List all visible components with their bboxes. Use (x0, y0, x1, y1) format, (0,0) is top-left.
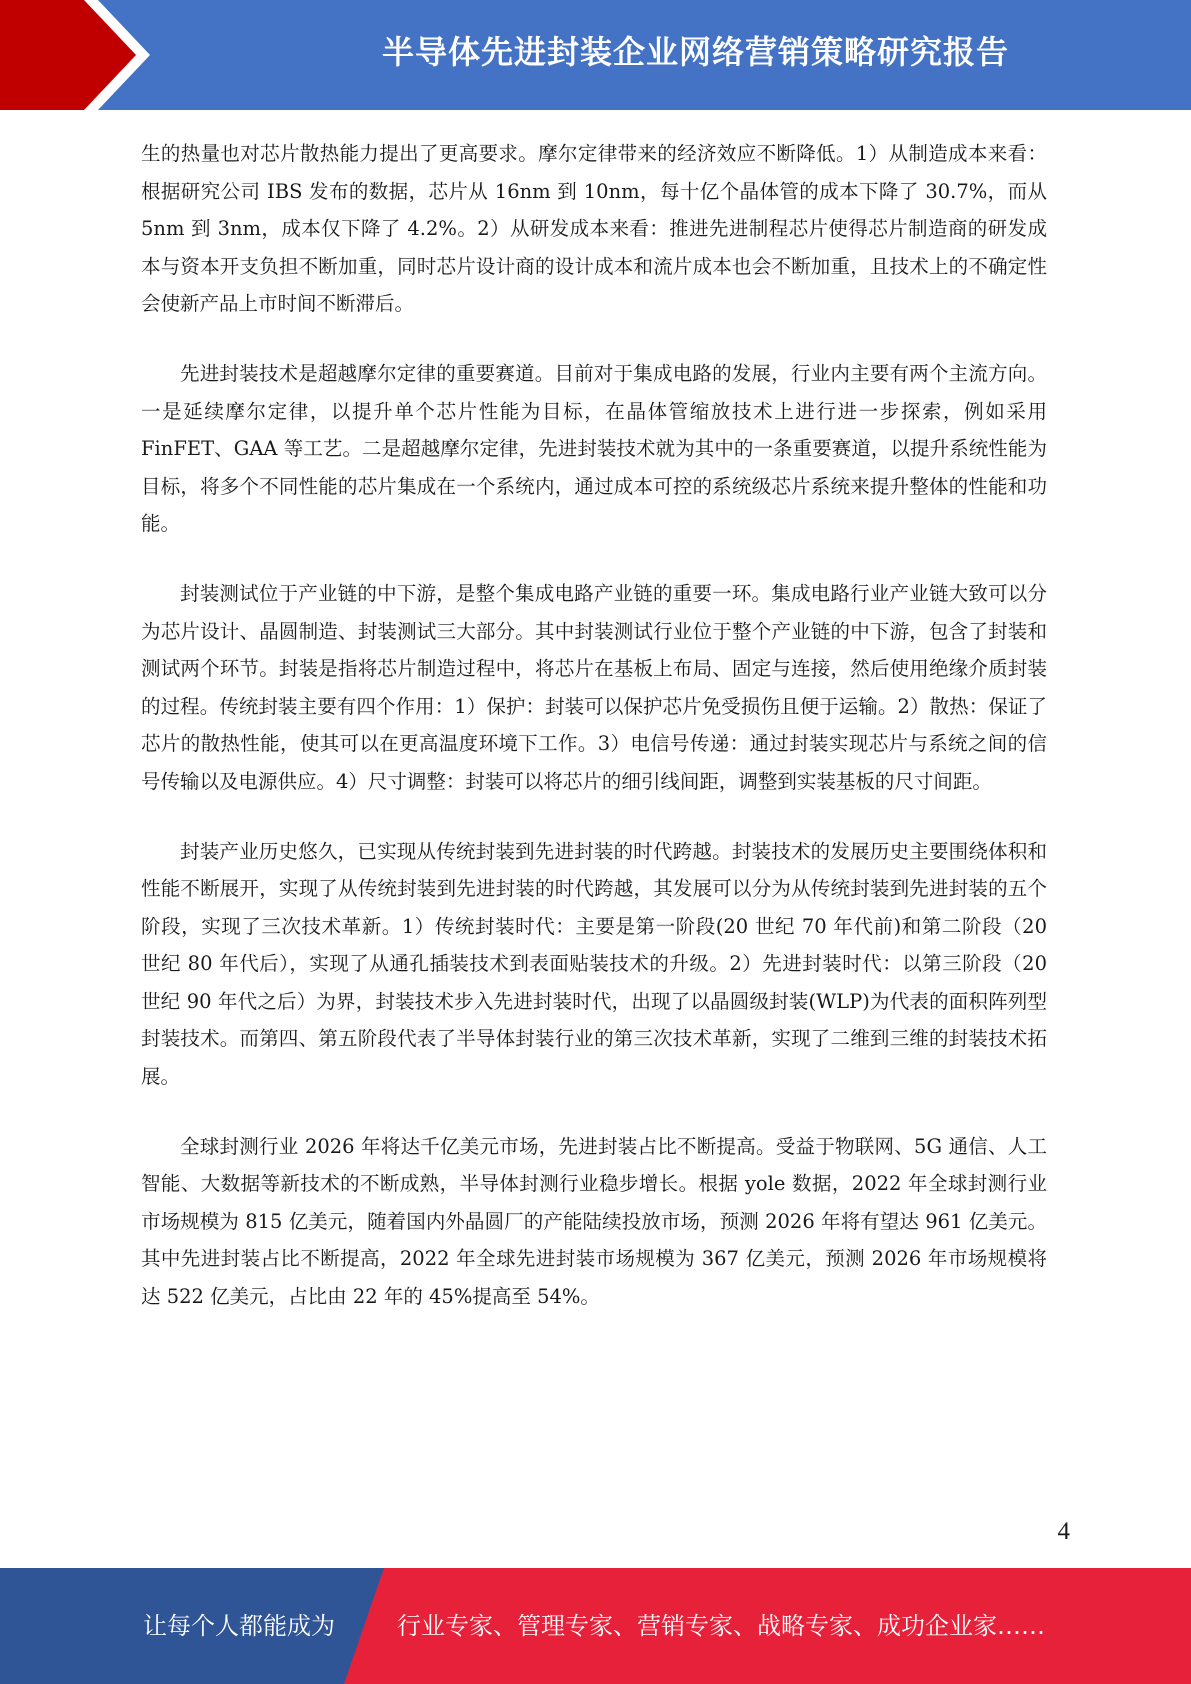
page-footer (0, 1568, 1191, 1684)
footer-slogan-right: 行业专家、管理专家、营销专家、战略专家、成功企业家…… (397, 1612, 1045, 1640)
paragraph-packaging-history: 封装产业历史悠久，已实现从传统封装到先进封装的时代跨越。封装技术的发展历史主要围绕体积和性能不断展开，实现了从传统封装到先进封装的时代跨越，其发展可以分为从传统封装到先进封装的五个阶段，实现了三次技术革新。1）传统封装时代：主要是第一阶段(20 世纪 70 年代前)和第二阶段（20 世纪 80 年代后），实现了从通孔插装技术到表面贴装技术的升级。2）先进封装时代：以第三阶段（20 世纪 90 年代之后）为界，封装技术步入先进封装时代，出现了以晶圆级封装(WLP)为代表的面积阵列型封装技术。而第四、第五阶段代表了半导体封装行业的第三次技术革新，实现了二维到三维的封装技术拓展。 (141, 839, 1047, 1089)
page-number: 4 (1057, 1518, 1070, 1545)
document-body (141, 135, 1047, 1348)
paragraph-advanced-packaging-track: 先进封装技术是超越摩尔定律的重要赛道。目前对于集成电路的发展，行业内主要有两个主流方向。一是延续摩尔定律，以提升单个芯片性能为目标，在晶体管缩放技术上进行进一步探索，例如采用 FinFET、GAA 等工艺。二是超越摩尔定律，先进封装技术就为其中的一条重要赛道，以提升系统性能为目标，将多个不同性能的芯片集成在一个系统内，通过成本可控的系统级芯片系统来提升整体的性能和功能。 (141, 361, 1047, 536)
report-title: 半导体先进封装企业网络营销策略研究报告 (381, 33, 1009, 71)
page-header (0, 0, 1191, 110)
header-red-chevron-decoration (0, 0, 160, 110)
paragraph-moore-law-economics: 生的热量也对芯片散热能力提出了更高要求。摩尔定律带来的经济效应不断降低。1）从制造成本来看：根据研究公司 IBS 发布的数据，芯片从 16nm 到 10nm，每十亿个晶体管的成本下降了 30.7%，而从 5nm 到 3nm，成本仅下降了 4.2%。2）从研发成本来看：推进先进制程芯片使得芯片制造商的研发成本与资本开支负担不断加重，同时芯片设计商的设计成本和流片成本也会不断加重，且技术上的不确定性会使新产品上市时间不断滞后。 (141, 142, 1047, 316)
footer-slogan-left: 让每个人都能成为 (143, 1612, 335, 1640)
paragraph-global-market: 全球封测行业 2026 年将达千亿美元市场，先进封装占比不断提高。受益于物联网、5G 通信、人工智能、大数据等新技术的不断成熟，半导体封测行业稳步增长。根据 yole 数据，2022 年全球封测行业市场规模为 815 亿美元，随着国内外晶圆厂的产能陆续投放市场，预测 2026 年将有望达 961 亿美元。其中先进封装占比不断提高，2022 年全球先进封装市场规模为 367 亿美元，预测 2026 年市场规模将达 522 亿美元，占比由 22 年的 45%提高至 54%。 (141, 1134, 1047, 1309)
paragraph-packaging-testing-chain: 封装测试位于产业链的中下游，是整个集成电路产业链的重要一环。集成电路行业产业链大致可以分为芯片设计、晶圆制造、封装测试三大部分。其中封装测试行业位于整个产业链的中下游，包含了封装和测试两个环节。封装是指将芯片制造过程中，将芯片在基板上布局、固定与连接，然后使用绝缘介质封装的过程。传统封装主要有四个作用：1）保护：封装可以保护芯片免受损伤且便于运输。2）散热：保证了芯片的散热性能，使其可以在更高温度环境下工作。3）电信号传递：通过封装实现芯片与系统之间的信号传输以及电源供应。4）尺寸调整：封装可以将芯片的细引线间距，调整到实装基板的尺寸间距。 (141, 581, 1047, 793)
